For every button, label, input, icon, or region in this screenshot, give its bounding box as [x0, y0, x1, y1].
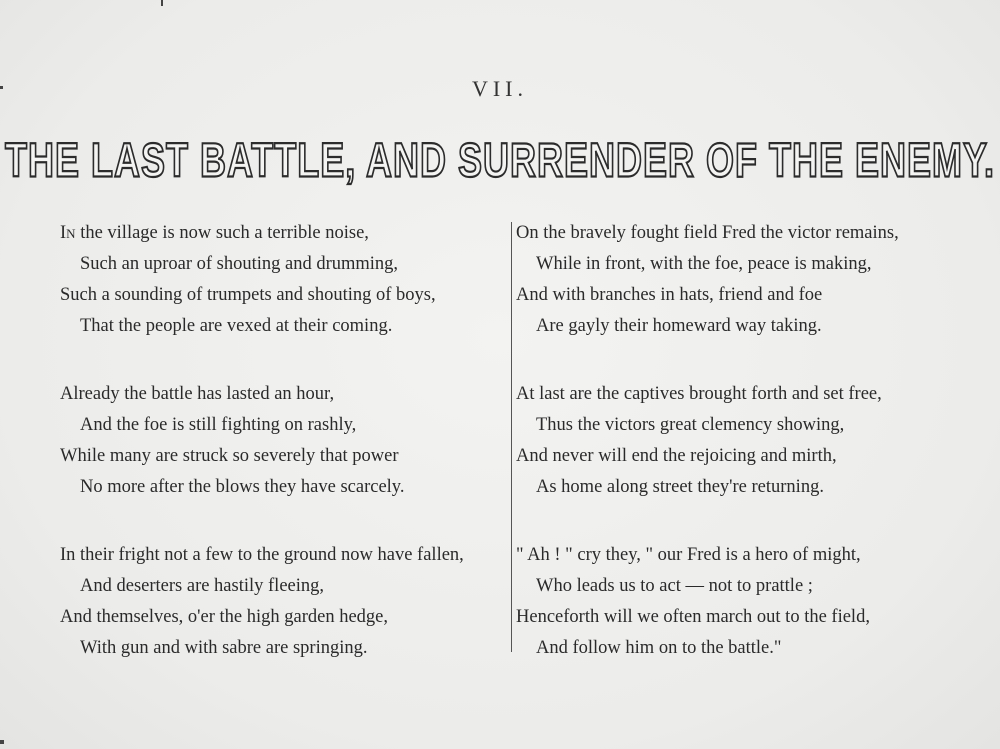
- poem-line: No more after the blows they have scarcely.: [80, 477, 405, 497]
- poem-line: Who leads us to act — not to prattle ;: [536, 576, 813, 596]
- drop-word: In: [60, 223, 76, 243]
- chapter-number: VII.: [471, 76, 529, 101]
- stanza: [516, 540, 966, 664]
- poem-left-column: [60, 218, 510, 701]
- poem-line: And themselves, o'er the high garden hedge,: [60, 607, 389, 627]
- poem-line: " Ah ! " cry they, " our Fred is a hero of might,: [516, 545, 861, 565]
- poem-line: And never will end the rejoicing and mirth,: [516, 446, 837, 466]
- stanza: [516, 218, 966, 342]
- poem-line: At last are the captives brought forth and set free,: [516, 384, 882, 404]
- stanza: [60, 218, 510, 342]
- poem-line: Already the battle has lasted an hour,: [60, 384, 335, 404]
- chapter-title: THE LAST BATTLE, AND SURRENDER OF THE ENEMY.: [4, 132, 996, 188]
- poem-line: And follow him on to the battle.": [536, 638, 782, 658]
- poem-line: And with branches in hats, friend and foe: [516, 285, 823, 305]
- poem-right-column: [516, 218, 966, 701]
- ink-speck: [0, 740, 4, 744]
- poem-line: As home along street they're returning.: [536, 477, 824, 497]
- column-divider: [511, 222, 512, 652]
- poem-line: Henceforth will we often march out to the field,: [516, 607, 870, 627]
- poem-line: On the bravely fought field Fred the victor remains,: [516, 223, 899, 243]
- poem-line: Thus the victors great clemency showing,: [536, 415, 845, 435]
- stanza: [516, 379, 966, 503]
- poem-line: And deserters are hastily fleeing,: [80, 576, 325, 596]
- stanza: [60, 540, 510, 664]
- poem-line: Are gayly their homeward way taking.: [536, 316, 822, 336]
- poem-line: With gun and with sabre are springing.: [80, 638, 368, 658]
- poem-line: And the foe is still fighting on rashly,: [80, 415, 357, 435]
- stanza: [60, 379, 510, 503]
- poem-line: That the people are vexed at their coming.: [80, 316, 393, 336]
- poem-line: Such an uproar of shouting and drumming,: [80, 254, 399, 274]
- poem-line: In their fright not a few to the ground now have fallen,: [60, 545, 464, 565]
- poem-line: Such a sounding of trumpets and shouting of boys,: [60, 285, 436, 305]
- poem-line: While many are struck so severely that power: [60, 446, 399, 466]
- poem-line: While in front, with the foe, peace is making,: [536, 254, 872, 274]
- ink-speck: [161, 0, 163, 6]
- poem-line: In the village is now such a terrible noise,: [60, 223, 369, 243]
